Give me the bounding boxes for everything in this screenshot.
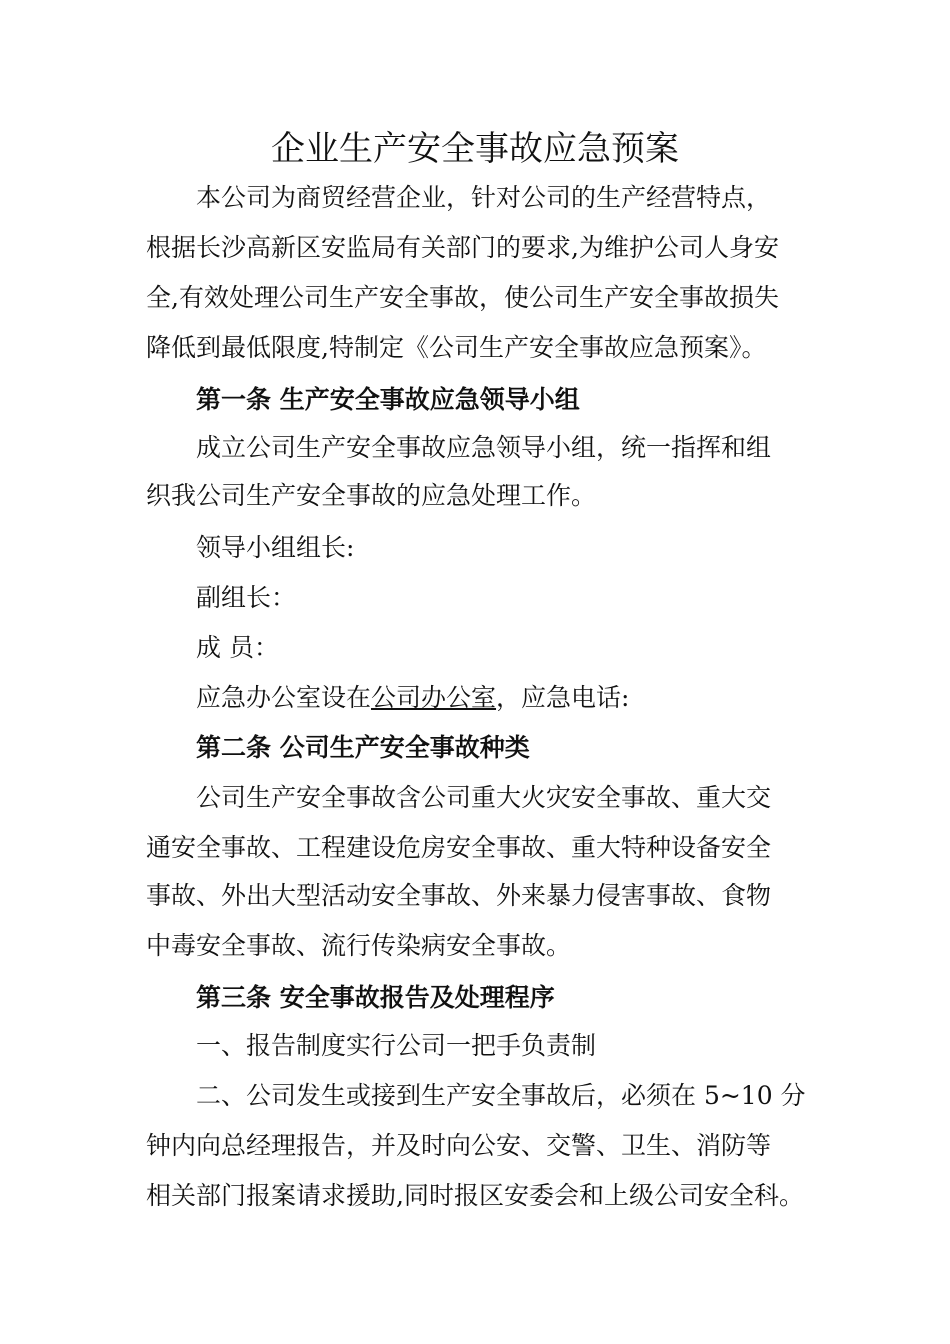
- members-line: 成 员：: [196, 633, 279, 662]
- article-1-body-line-1: 成立公司生产安全事故应急领导小组，统一指挥和组: [196, 433, 772, 462]
- article-2-line-1: 公司生产安全事故含公司重大火灾安全事故、重大交: [196, 783, 772, 812]
- office-prefix: 应急办公室设在: [196, 683, 372, 712]
- emergency-office-line: [196, 678, 629, 718]
- intro-line-2: 根据长沙高新区安监局有关部门的要求,为维护公司人身安: [146, 233, 779, 262]
- article-1-heading: 第一条 生产安全事故应急领导小组: [196, 385, 580, 414]
- article-3-item-1: 一、报告制度实行公司一把手负责制: [196, 1031, 597, 1060]
- intro-line-3: 全,有效处理公司生产安全事故，使公司生产安全事故损失: [146, 283, 779, 312]
- article-2-line-3: 事故、外出大型活动安全事故、外来暴力侵害事故、食物: [146, 881, 772, 910]
- document-title: 企业生产安全事故应急预案: [271, 129, 679, 169]
- deputy-line: 副组长：: [196, 583, 297, 612]
- article-2-heading: 第二条 公司生产安全事故种类: [196, 733, 530, 762]
- leader-line: 领导小组组长:: [196, 533, 355, 562]
- article-3-item-2-line-2: 钟内向总经理报告，并及时向公安、交警、卫生、消防等: [146, 1131, 772, 1160]
- article-3-heading: 第三条 安全事故报告及处理程序: [196, 983, 555, 1012]
- article-2-line-4: 中毒安全事故、流行传染病安全事故。: [146, 931, 572, 960]
- article-3-item-2-line-3: 相关部门报案请求援助,同时报区安委会和上级公司安全科。: [146, 1181, 804, 1210]
- article-2-line-2: 通安全事故、工程建设危房安全事故、重大特种设备安全: [146, 833, 772, 862]
- intro-line-1: 本公司为商贸经营企业，针对公司的生产经营特点，: [196, 183, 772, 212]
- article-1-body-line-2: 织我公司生产安全事故的应急处理工作。: [146, 481, 597, 510]
- intro-line-4: 降低到最低限度,特制定《公司生产安全事故应急预案》。: [146, 333, 767, 362]
- office-name: 公司办公室: [371, 683, 497, 712]
- office-suffix: ，应急电话:: [496, 683, 630, 712]
- article-3-item-2-line-1: 二、公司发生或接到生产安全事故后，必须在 5~10 分: [196, 1081, 806, 1110]
